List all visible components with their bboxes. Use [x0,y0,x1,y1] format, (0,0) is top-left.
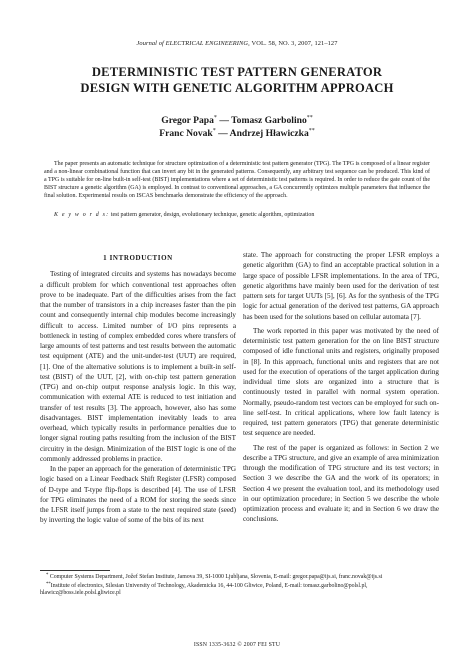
volume-info: VOL. 58, NO. 3, 2007, 121–127 [251,40,338,47]
keywords-text: test pattern generator, design, evolutionary technique, genetic algorithm, optimization [110,212,315,218]
footnote-text: Institute of electronics, Silesian University of Technology, Akademicka 16, 44-100 Gliwice, Poland, E-mail: tomasz.garbolino@polsl.pl, hlawicz@boss.iele.polsl.gliwice.pl [40,582,368,597]
keywords [44,211,430,219]
affiliation-mark: * [213,115,217,121]
right-column [243,250,439,525]
affiliation-mark: ** [306,115,313,121]
abstract: The paper presents an automatic technique for structure optimization of a deterministic test pattern generator (TPG). The TPG is composed of a linear register and a non-linear combinational function that can invert any bit in the generated patterns. Consequently, any arbitrary test sequence can be produced. This kind of a TPG is suitable for on-line built-in self-test (BIST) implementations where a set of deterministic test patterns is required. In order to reduce the gate count of the BIST structure a genetic algorithm (GA) is employed. In contrast to conventional approaches, a GA concurrently optimizes multiple parameters that influence the final solution. Experimental results on ISCAS benchmarks demonstrate the efficiency of the approach. [44,161,430,200]
author-line-1 [40,114,434,127]
paragraph: In the paper an approach for the generation of deterministic TPG logic based on a Linear Feedback Shift Register (LFSR) composed of D-type and T-type flip-flops is described [4]. The use of LFSR for TPG eliminates the need of a ROM for storing the seeds since the LFSR itself jumps from a state to the next required state (seed) by inverting the logic value of some of the bits of its next [40,465,236,525]
paper-title [40,64,434,96]
title-line-2: DESIGN WITH GENETIC ALGORITHM APPROACH [80,81,394,95]
paragraph: state. The approach for constructing the proper LFSR employs a genetic algorithm (GA) to find an acceptable practical solution in a large space of possible LFSR implementations. In the area of TPG, genetic algorithms have mainly been used for the derivation of test pattern sets for target UUTs [5], [6]. As for the synthesis of the TPG logic for actual generation of the derived test patterns, GA approach has been used for the solutions based on cellular automata [7]. [243,251,439,321]
author-name: Andrzej Hławiczka [229,128,309,139]
section-heading: 1 INTRODUCTION [103,254,173,262]
left-column [40,250,236,526]
footnote [40,583,434,598]
paragraph: The work reported in this paper was motivated by the need of deterministic test pattern generation for the on line BIST structure composed of idle functional units and registers, originally proposed in [8]. In this approach, functional units and registers that are not used for the execution of operations of the target application during individual time slots are organized into a structure that is continuously tested in parallel with normal system operation. Normally, pseudo-random test vectors can be employed for such on-line self-test. In critical applications, where low fault latency is required, test pattern generators (TPG) that generate deterministic test sequence are needed. [243,326,439,438]
footnote-rule [40,570,110,571]
affiliation-mark: * [212,128,216,134]
title-line-1: DETERMINISTIC TEST PATTERN GENERATOR [91,65,383,79]
footnote-mark: * [46,573,49,578]
paragraph: Testing of integrated circuits and systems has nowadays become a difficult problem for which conventional test approaches often prove to be inadequate. Part of the difficulties arises from the fact that the number of transistors in a chip increases faster than the pin count and consequently internal chip modules become increasingly difficult to access. Limited number of I/O pins represents a bottleneck in testing of complex embedded cores where transfers of large amounts of test patterns and test results between the automatic test equipment (ATE) and the unit-under-test (UUT) are required, [1]. One of the alternative solutions is to implement a built-in self-test (BIST) of the UUT, [2], with on-chip test pattern generation (TPG) and on-chip output response analysis logic. In this way, communication with external ATE is reduced to test initiation and transfer of test results [3]. The approach, however, also has some disadvantages. BIST implementation inevitably leads to area overhead, which typically results in performance penalties due to longer signal routing paths resulting from the inclusion of the BIST circuitry in the design. Minimization of the BIST logic is one of the commonly addressed problems in practice. [40,270,236,463]
author-name: Franc Novak [159,128,213,139]
footnotes [40,574,434,599]
author-list [40,114,434,140]
footnote-mark: ** [46,581,51,587]
journal-header [0,40,474,47]
affiliation-mark: ** [308,128,315,134]
author-separator: — [215,128,230,139]
paragraph: The rest of the paper is organized as follows: in Section 2 we describe a TPG structure, and give an example of area minimization through the modification of TPG structure and its test vectors; in Section 3 we describe the GA and the work of its operators; in Section 4 we present the evaluation tool, and its methodology used in our optimization procedure; in Section 5 we describe the whole optimization process and evaluate it; and in Section 6 we draw the conclusions. [243,443,439,524]
keywords-label: K e y w o r d s: [54,212,110,218]
author-line-2 [40,127,434,140]
footnote-text: Computer Systems Department, Jožef Stefan Institute, Jamova 39, SI-1000 Ljubljana, Slovenia, E-mail: gregor.papa@ijs.si, franc.novak@ijs.si [49,574,383,580]
footnote [40,574,434,582]
issn-footer: ISSN 1335-3632 © 2007 FEI STU [193,642,281,648]
author-separator: — [216,115,232,126]
author-name: Gregor Papa [161,115,214,126]
journal-name: Journal of ELECTRICAL ENGINEERING, [136,40,250,47]
author-name: Tomasz Garbolino [231,115,307,126]
